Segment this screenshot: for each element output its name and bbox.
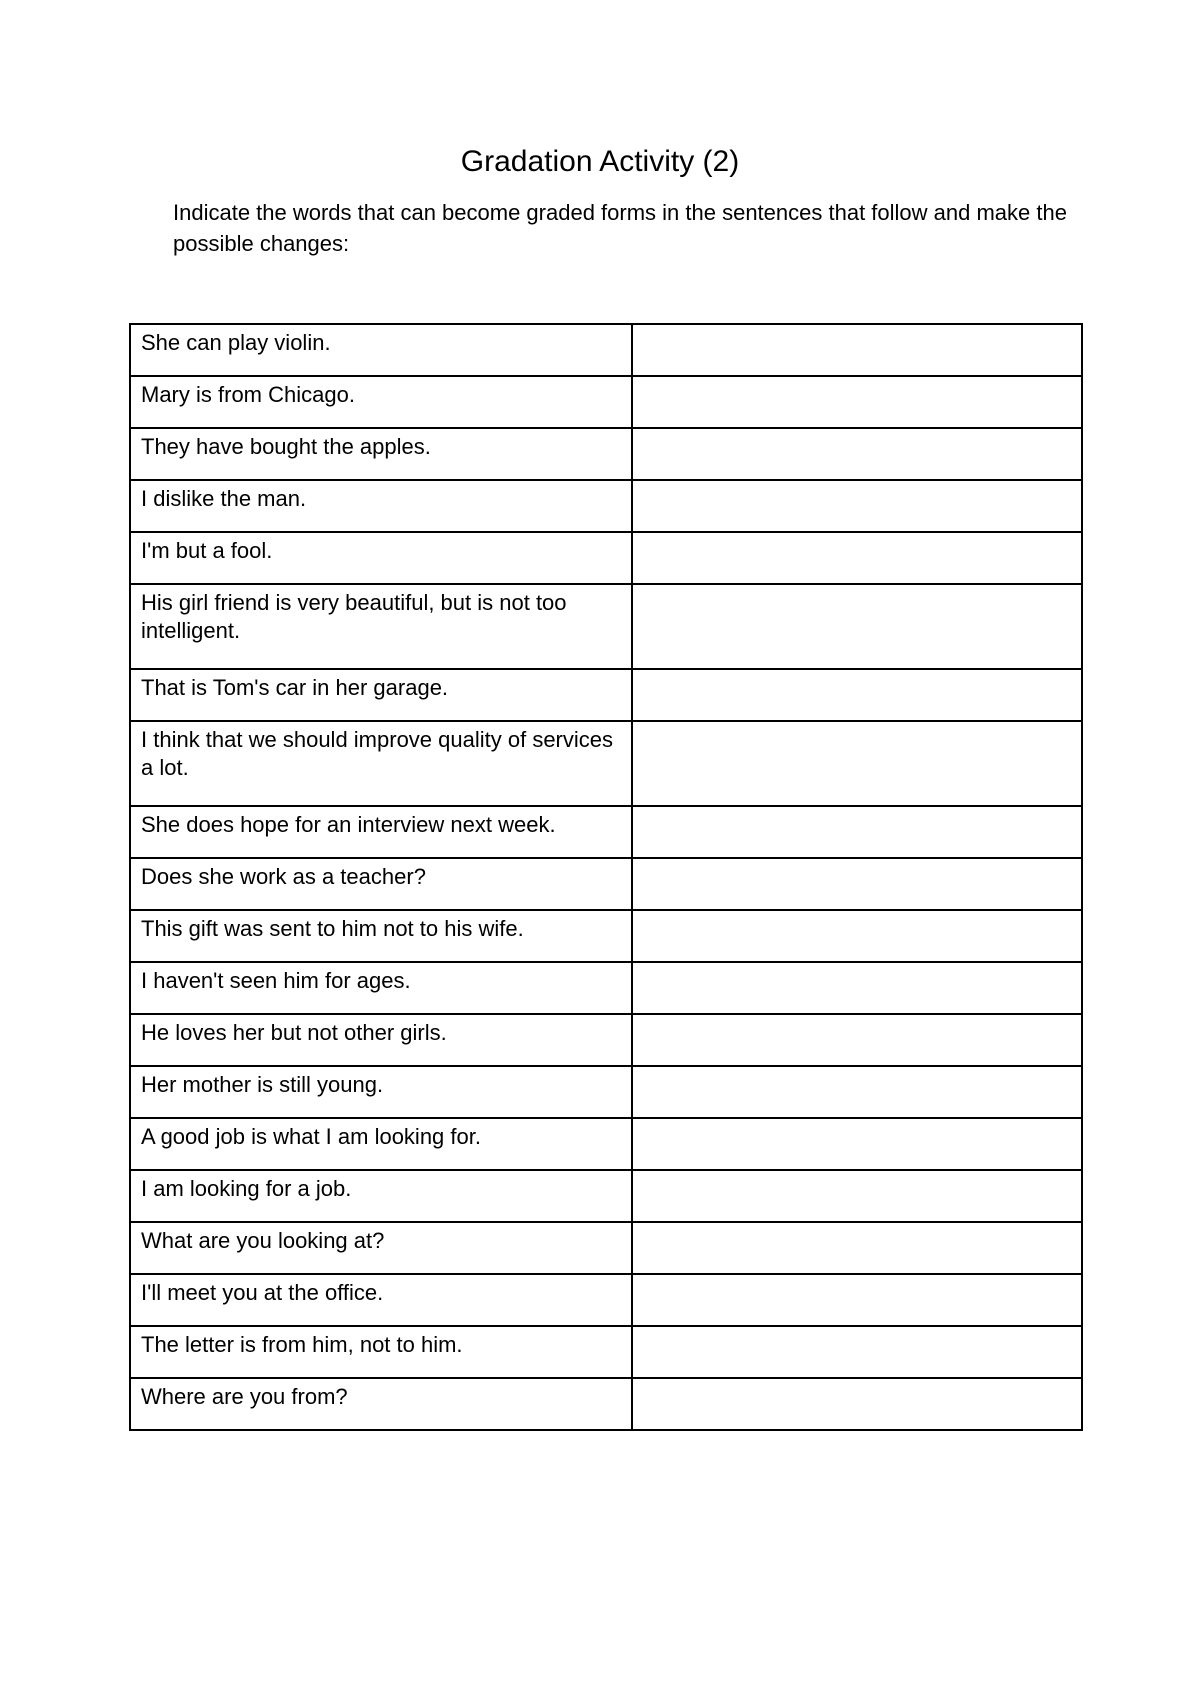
answer-cell[interactable] — [632, 584, 1082, 669]
answer-cell[interactable] — [632, 1222, 1082, 1274]
table-row — [130, 1170, 1082, 1222]
sentence-cell: This gift was sent to him not to his wife. — [130, 910, 632, 962]
answer-cell[interactable] — [632, 324, 1082, 376]
table-row — [130, 1014, 1082, 1066]
table-row — [130, 721, 1082, 806]
answer-cell[interactable] — [632, 721, 1082, 806]
answer-cell[interactable] — [632, 376, 1082, 428]
sentence-cell: I am looking for a job. — [130, 1170, 632, 1222]
table-row — [130, 376, 1082, 428]
answer-cell[interactable] — [632, 1066, 1082, 1118]
table-row — [130, 1222, 1082, 1274]
sentence-cell: Mary is from Chicago. — [130, 376, 632, 428]
sentence-cell: I'm but a fool. — [130, 532, 632, 584]
page-title: Gradation Activity (2) — [460, 145, 740, 178]
sentence-cell: They have bought the apples. — [130, 428, 632, 480]
table-row — [130, 1066, 1082, 1118]
sentence-cell: A good job is what I am looking for. — [130, 1118, 632, 1170]
answer-cell[interactable] — [632, 858, 1082, 910]
answer-cell[interactable] — [632, 1326, 1082, 1378]
table-row — [130, 1274, 1082, 1326]
exercise-table — [129, 323, 1083, 1431]
sentence-cell: I dislike the man. — [130, 480, 632, 532]
sentence-cell: She can play violin. — [130, 324, 632, 376]
table-row — [130, 1378, 1082, 1430]
table-row — [130, 1118, 1082, 1170]
sentence-cell: His girl friend is very beautiful, but is not too intelligent. — [130, 584, 632, 669]
table-row — [130, 584, 1082, 669]
answer-cell[interactable] — [632, 1170, 1082, 1222]
answer-cell[interactable] — [632, 532, 1082, 584]
table-row — [130, 858, 1082, 910]
answer-cell[interactable] — [632, 480, 1082, 532]
sentence-cell: The letter is from him, not to him. — [130, 1326, 632, 1378]
table-row — [130, 324, 1082, 376]
answer-cell[interactable] — [632, 962, 1082, 1014]
table-row — [130, 480, 1082, 532]
answer-cell[interactable] — [632, 1378, 1082, 1430]
sentence-cell: Her mother is still young. — [130, 1066, 632, 1118]
table-row — [130, 1326, 1082, 1378]
sentence-cell: I haven't seen him for ages. — [130, 962, 632, 1014]
instructions-text: Indicate the words that can become graded forms in the sentences that follow and make the possible changes: — [173, 200, 1067, 256]
sentence-cell: She does hope for an interview next week. — [130, 806, 632, 858]
table-row — [130, 910, 1082, 962]
answer-cell[interactable] — [632, 1274, 1082, 1326]
sentence-cell: That is Tom's car in her garage. — [130, 669, 632, 721]
answer-cell[interactable] — [632, 806, 1082, 858]
sentence-cell: He loves her but not other girls. — [130, 1014, 632, 1066]
answer-cell[interactable] — [632, 428, 1082, 480]
table-row — [130, 532, 1082, 584]
answer-cell[interactable] — [632, 1014, 1082, 1066]
answer-cell[interactable] — [632, 910, 1082, 962]
sentence-cell: What are you looking at? — [130, 1222, 632, 1274]
table-row — [130, 669, 1082, 721]
answer-cell[interactable] — [632, 669, 1082, 721]
table-row — [130, 806, 1082, 858]
answer-cell[interactable] — [632, 1118, 1082, 1170]
sentence-cell: Does she work as a teacher? — [130, 858, 632, 910]
table-row — [130, 428, 1082, 480]
sentence-cell: I'll meet you at the office. — [130, 1274, 632, 1326]
table-row — [130, 962, 1082, 1014]
sentence-cell: Where are you from? — [130, 1378, 632, 1430]
sentence-cell: I think that we should improve quality of services a lot. — [130, 721, 632, 806]
